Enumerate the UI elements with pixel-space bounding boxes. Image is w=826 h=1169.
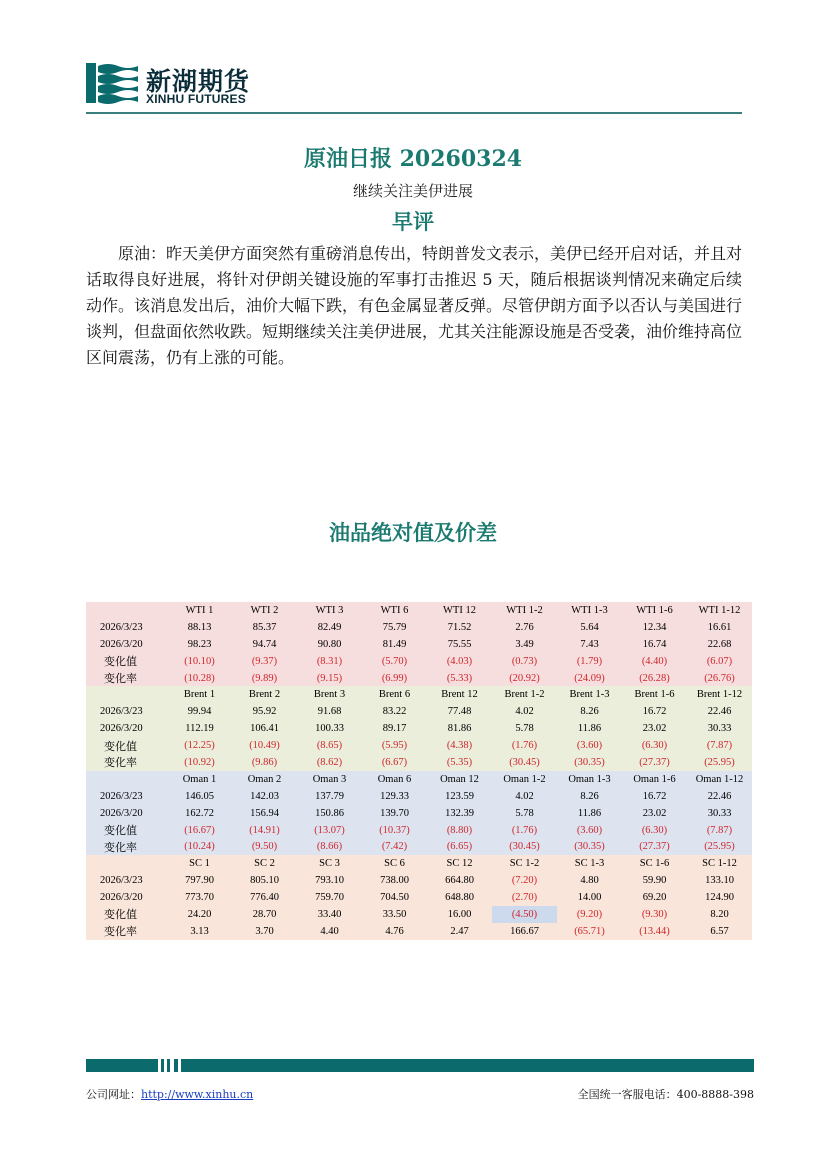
- column-header: Brent 3: [297, 686, 362, 703]
- sc-header-row: [86, 855, 752, 872]
- table-cell: (5.33): [427, 670, 492, 687]
- table-cell: (3.60): [557, 737, 622, 754]
- table-cell: (24.09): [557, 670, 622, 687]
- table-cell: (10.92): [167, 754, 232, 771]
- table-cell: (9.86): [232, 754, 297, 771]
- table-cell: 75.79: [362, 619, 427, 636]
- table-cell: (8.62): [297, 754, 362, 771]
- table-cell: 90.80: [297, 636, 362, 653]
- table-cell: 22.46: [687, 788, 752, 805]
- table-cell: 773.70: [167, 889, 232, 906]
- table-cell: 776.40: [232, 889, 297, 906]
- report-subtitle: 继续关注美伊进展: [352, 182, 473, 200]
- table-cell: 3.70: [232, 923, 297, 940]
- table-cell: (8.66): [297, 838, 362, 855]
- column-header: Brent 1-6: [622, 686, 687, 703]
- report-title: 原油日报 20260324: [303, 146, 523, 172]
- column-header: Oman 1: [167, 771, 232, 788]
- table-cell: 99.94: [167, 703, 232, 720]
- table-cell: 16.00: [427, 906, 492, 923]
- table-cell: (30.45): [492, 838, 557, 855]
- row-label: 2026/3/20: [86, 805, 167, 822]
- table-cell: (0.73): [492, 653, 557, 670]
- table-cell: (4.38): [427, 737, 492, 754]
- column-header: WTI 6: [362, 602, 427, 619]
- table-cell: 89.17: [362, 720, 427, 737]
- table-cell: (8.65): [297, 737, 362, 754]
- table-cell: (5.95): [362, 737, 427, 754]
- table-cell: 7.43: [557, 636, 622, 653]
- table-cell: 85.37: [232, 619, 297, 636]
- oman-header-row: [86, 771, 752, 788]
- table-cell: 738.00: [362, 872, 427, 889]
- table-cell: (9.89): [232, 670, 297, 687]
- table-cell: (26.28): [622, 670, 687, 687]
- header-corner-cell: [86, 855, 167, 872]
- column-header: SC 1-12: [687, 855, 752, 872]
- table-cell: (26.76): [687, 670, 752, 687]
- table-cell: 4.76: [362, 923, 427, 940]
- column-header: Oman 12: [427, 771, 492, 788]
- column-header: Oman 1-6: [622, 771, 687, 788]
- table-cell: (5.70): [362, 653, 427, 670]
- table-cell: (4.40): [622, 653, 687, 670]
- footer-website-label: 公司网址：: [86, 1088, 141, 1101]
- table-row: [86, 737, 752, 754]
- table-cell: 759.70: [297, 889, 362, 906]
- table-cell: (9.30): [622, 906, 687, 923]
- row-label: 变化率: [86, 670, 167, 687]
- table-cell: 30.33: [687, 720, 752, 737]
- table-row: [86, 720, 752, 737]
- table-cell: 797.90: [167, 872, 232, 889]
- table-cell: 5.64: [557, 619, 622, 636]
- table-cell: (8.31): [297, 653, 362, 670]
- table-cell: 129.33: [362, 788, 427, 805]
- company-logo: [86, 60, 266, 108]
- table-cell: 150.86: [297, 805, 362, 822]
- table-cell: 11.86: [557, 720, 622, 737]
- column-header: Oman 2: [232, 771, 297, 788]
- table-cell: 156.94: [232, 805, 297, 822]
- row-label: 变化率: [86, 754, 167, 771]
- wti-header-row: [86, 602, 752, 619]
- table-cell: 142.03: [232, 788, 297, 805]
- table-cell: (12.25): [167, 737, 232, 754]
- table-cell: 133.10: [687, 872, 752, 889]
- table-row: [86, 619, 752, 636]
- table-cell: (6.30): [622, 737, 687, 754]
- table-cell: (10.37): [362, 822, 427, 839]
- table-cell: 2.76: [492, 619, 557, 636]
- table-cell: (25.95): [687, 838, 752, 855]
- table-row: [86, 923, 752, 940]
- table-cell: (6.99): [362, 670, 427, 687]
- row-label: 变化值: [86, 906, 167, 923]
- table-cell: (6.65): [427, 838, 492, 855]
- table-cell: (25.95): [687, 754, 752, 771]
- table-cell: (16.67): [167, 822, 232, 839]
- table-row: [86, 822, 752, 839]
- table-cell: (13.44): [622, 923, 687, 940]
- table-cell: 123.59: [427, 788, 492, 805]
- column-header: WTI 2: [232, 602, 297, 619]
- column-header: Oman 3: [297, 771, 362, 788]
- table-cell: 12.34: [622, 619, 687, 636]
- table-cell: 16.72: [622, 788, 687, 805]
- table-cell: (5.35): [427, 754, 492, 771]
- table-cell: 22.68: [687, 636, 752, 653]
- table-cell: 5.78: [492, 720, 557, 737]
- table-cell: 106.41: [232, 720, 297, 737]
- section-title-morning-review: 早评: [392, 209, 434, 234]
- column-header: SC 6: [362, 855, 427, 872]
- table-cell: (7.87): [687, 737, 752, 754]
- table-cell: 2.47: [427, 923, 492, 940]
- column-header: Brent 12: [427, 686, 492, 703]
- table-cell: 16.61: [687, 619, 752, 636]
- column-header: Oman 6: [362, 771, 427, 788]
- table-cell: (1.76): [492, 822, 557, 839]
- column-header: SC 3: [297, 855, 362, 872]
- table-cell: 81.86: [427, 720, 492, 737]
- table-cell: (2.70): [492, 889, 557, 906]
- footer-website-link[interactable]: http://www.xinhu.cn: [141, 1088, 254, 1101]
- column-header: Brent 1-12: [687, 686, 752, 703]
- row-label: 变化率: [86, 923, 167, 940]
- table-cell: 91.68: [297, 703, 362, 720]
- table-cell: (9.15): [297, 670, 362, 687]
- row-label: 变化率: [86, 838, 167, 855]
- column-header: SC 1-2: [492, 855, 557, 872]
- table-row: [86, 838, 752, 855]
- row-label: 2026/3/23: [86, 788, 167, 805]
- header-corner-cell: [86, 686, 167, 703]
- table-cell: 33.50: [362, 906, 427, 923]
- table-cell: 8.20: [687, 906, 752, 923]
- column-header: Brent 6: [362, 686, 427, 703]
- column-header: SC 1-3: [557, 855, 622, 872]
- table-cell: 71.52: [427, 619, 492, 636]
- table-cell: (3.60): [557, 822, 622, 839]
- row-label: 2026/3/23: [86, 619, 167, 636]
- table-cell: 59.90: [622, 872, 687, 889]
- table-row: [86, 788, 752, 805]
- xinhu-wave-icon: [86, 60, 138, 106]
- table-cell: 75.55: [427, 636, 492, 653]
- table-cell: (30.35): [557, 754, 622, 771]
- column-header: WTI 3: [297, 602, 362, 619]
- row-label: 2026/3/20: [86, 889, 167, 906]
- table-row: [86, 872, 752, 889]
- table-cell: 805.10: [232, 872, 297, 889]
- table-cell: 4.02: [492, 788, 557, 805]
- table-cell: 16.74: [622, 636, 687, 653]
- table-cell: 3.49: [492, 636, 557, 653]
- table-row: [86, 754, 752, 771]
- table-cell: (4.03): [427, 653, 492, 670]
- table-cell: 33.40: [297, 906, 362, 923]
- table-cell: 28.70: [232, 906, 297, 923]
- table-cell: 3.13: [167, 923, 232, 940]
- table-cell: 648.80: [427, 889, 492, 906]
- footer-website: [86, 1086, 253, 1102]
- table-cell: 81.49: [362, 636, 427, 653]
- table-cell: (7.87): [687, 822, 752, 839]
- row-label: 变化值: [86, 737, 167, 754]
- oil-price-table: [86, 602, 752, 940]
- row-label: 2026/3/20: [86, 636, 167, 653]
- column-header: SC 1-6: [622, 855, 687, 872]
- table-cell: 82.49: [297, 619, 362, 636]
- row-label: 2026/3/23: [86, 703, 167, 720]
- table-cell: 664.80: [427, 872, 492, 889]
- brent-header-row: [86, 686, 752, 703]
- table-cell: 137.79: [297, 788, 362, 805]
- table-row: [86, 889, 752, 906]
- row-label: 2026/3/23: [86, 872, 167, 889]
- table-row: [86, 703, 752, 720]
- table-cell: (8.80): [427, 822, 492, 839]
- table-cell: 704.50: [362, 889, 427, 906]
- row-label: 2026/3/20: [86, 720, 167, 737]
- morning-review-paragraph: 原油：昨天美伊方面突然有重磅消息传出，特朗普发文表示，美伊已经开启对话，并且对话取得良好进展，将针对伊朗关键设施的军事打击推迟 5 天，随后根据谈判情况来确定后续动作。该消息发出后，油价大幅下跌，有色金属显著反弹。尽管伊朗方面予以否认与美国进行谈判，但盘面依然收跌。短期继续关注美伊进展，尤其关注能源设施是否受袭，油价维持高位区间震荡，仍有上涨的可能。: [86, 244, 743, 367]
- table-cell: (20.92): [492, 670, 557, 687]
- table-cell: 88.13: [167, 619, 232, 636]
- table-cell: (7.42): [362, 838, 427, 855]
- table-cell: 4.40: [297, 923, 362, 940]
- table-cell: (10.49): [232, 737, 297, 754]
- table-cell: 139.70: [362, 805, 427, 822]
- table-cell: (7.20): [492, 872, 557, 889]
- column-header: Brent 1-2: [492, 686, 557, 703]
- table-cell: (1.76): [492, 737, 557, 754]
- table-cell: 793.10: [297, 872, 362, 889]
- table-cell: 146.05: [167, 788, 232, 805]
- table-cell: (27.37): [622, 754, 687, 771]
- table-cell: (30.45): [492, 754, 557, 771]
- table-cell: (27.37): [622, 838, 687, 855]
- table-row: [86, 653, 752, 670]
- logo-english-name: XINHU FUTURES: [146, 92, 246, 106]
- table-row: [86, 906, 752, 923]
- table-cell: 16.72: [622, 703, 687, 720]
- section-title-oil-prices: 油品绝对值及价差: [329, 520, 497, 545]
- table-cell: (9.37): [232, 653, 297, 670]
- table-cell: 98.23: [167, 636, 232, 653]
- table-cell: (6.67): [362, 754, 427, 771]
- table-cell: (9.50): [232, 838, 297, 855]
- table-cell: 11.86: [557, 805, 622, 822]
- table-cell: (9.20): [557, 906, 622, 923]
- table-cell: (4.50): [492, 906, 557, 923]
- header-corner-cell: [86, 771, 167, 788]
- table-row: [86, 805, 752, 822]
- column-header: Brent 1: [167, 686, 232, 703]
- table-cell: 8.26: [557, 788, 622, 805]
- table-cell: 95.92: [232, 703, 297, 720]
- table-cell: 83.22: [362, 703, 427, 720]
- table-cell: 6.57: [687, 923, 752, 940]
- table-cell: 124.90: [687, 889, 752, 906]
- footer-hotline: 全国统一客服电话：400-8888-398: [577, 1088, 754, 1101]
- table-cell: 162.72: [167, 805, 232, 822]
- column-header: Oman 1-2: [492, 771, 557, 788]
- row-label: 变化值: [86, 822, 167, 839]
- table-cell: 22.46: [687, 703, 752, 720]
- column-header: Oman 1-12: [687, 771, 752, 788]
- footer-decorative-bar: [86, 1058, 754, 1074]
- table-cell: (10.24): [167, 838, 232, 855]
- column-header: WTI 1-6: [622, 602, 687, 619]
- logo-chinese-name: 新湖期货: [146, 67, 251, 96]
- column-header: WTI 1-12: [687, 602, 752, 619]
- table-cell: 112.19: [167, 720, 232, 737]
- table-cell: 69.20: [622, 889, 687, 906]
- column-header: WTI 1: [167, 602, 232, 619]
- table-cell: (65.71): [557, 923, 622, 940]
- row-label: 变化值: [86, 653, 167, 670]
- table-cell: (1.79): [557, 653, 622, 670]
- table-cell: 8.26: [557, 703, 622, 720]
- header-corner-cell: [86, 602, 167, 619]
- column-header: WTI 12: [427, 602, 492, 619]
- table-cell: (10.10): [167, 653, 232, 670]
- table-cell: 5.78: [492, 805, 557, 822]
- table-row: [86, 636, 752, 653]
- table-cell: 30.33: [687, 805, 752, 822]
- table-cell: 23.02: [622, 805, 687, 822]
- table-cell: 4.02: [492, 703, 557, 720]
- table-row: [86, 670, 752, 687]
- table-cell: 100.33: [297, 720, 362, 737]
- table-cell: 77.48: [427, 703, 492, 720]
- header-divider: [86, 112, 742, 114]
- table-cell: 14.00: [557, 889, 622, 906]
- table-cell: 23.02: [622, 720, 687, 737]
- table-cell: (30.35): [557, 838, 622, 855]
- table-cell: (6.30): [622, 822, 687, 839]
- table-cell: (13.07): [297, 822, 362, 839]
- table-cell: 24.20: [167, 906, 232, 923]
- column-header: Brent 1-3: [557, 686, 622, 703]
- column-header: WTI 1-3: [557, 602, 622, 619]
- table-cell: 4.80: [557, 872, 622, 889]
- table-cell: (14.91): [232, 822, 297, 839]
- column-header: Oman 1-3: [557, 771, 622, 788]
- column-header: SC 2: [232, 855, 297, 872]
- table-cell: (10.28): [167, 670, 232, 687]
- column-header: SC 12: [427, 855, 492, 872]
- table-cell: (6.07): [687, 653, 752, 670]
- column-header: Brent 2: [232, 686, 297, 703]
- table-cell: 166.67: [492, 923, 557, 940]
- column-header: WTI 1-2: [492, 602, 557, 619]
- table-cell: 94.74: [232, 636, 297, 653]
- table-cell: 132.39: [427, 805, 492, 822]
- column-header: SC 1: [167, 855, 232, 872]
